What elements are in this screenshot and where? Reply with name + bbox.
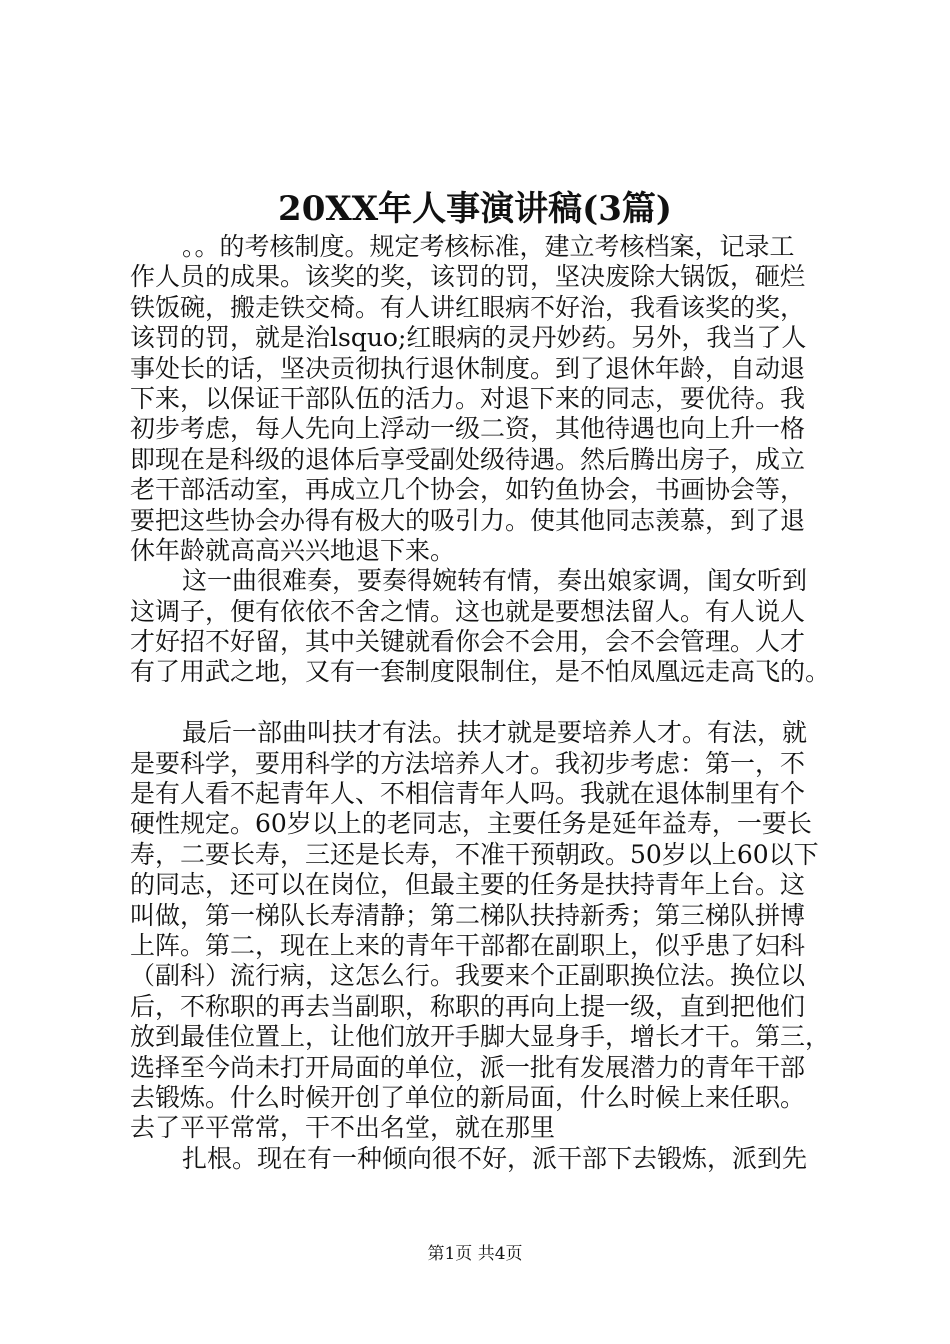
- body-line: 的同志，还可以在岗位，但最主要的任务是扶持青年上台。这: [130, 870, 806, 900]
- body-line: 叫做，第一梯队长寿清静；第二梯队扶持新秀；第三梯队拼博: [130, 900, 806, 930]
- body-line: 最后一部曲叫扶才有法。扶才就是要培养人才。有法，就: [182, 718, 808, 748]
- body-line: 去锻炼。什么时候开创了单位的新局面，什么时候上来任职。: [130, 1082, 806, 1112]
- body-line: 去了平平常常，干不出名堂，就在那里: [130, 1113, 556, 1143]
- body-line: 寿，二要长寿，三还是长寿，不准干预朝政。50岁以上60以下: [130, 839, 819, 869]
- document-body: [130, 232, 842, 1174]
- body-line: 下来，以保证干部队伍的活力。对退下来的同志，要优待。我: [130, 383, 806, 413]
- body-line: 作人员的成果。该奖的奖，该罚的罚，坚决废除大锅饭，砸烂: [130, 262, 806, 292]
- body-line: 上阵。第二，现在上来的青年干部都在副职上，似乎患了妇科: [130, 930, 806, 960]
- body-line: 后，不称职的再去当副职，称职的再向上提一级，直到把他们: [130, 991, 806, 1021]
- body-line: 。。的考核制度。规定考核标准，建立考核档案，记录工: [182, 232, 795, 261]
- body-line: 硬性规定。60岁以上的老同志，主要任务是延年益寿，一要长: [130, 809, 812, 839]
- body-line: 是要科学，要用科学的方法培养人才。我初步考虑：第一，不: [130, 748, 806, 778]
- body-line: 是有人看不起青年人、不相信青年人吗。我就在退体制里有个: [130, 779, 806, 809]
- document-title: 20XX年人事演讲稿(3篇): [278, 189, 672, 229]
- page-footer: 第1页 共4页: [427, 1244, 523, 1264]
- body-line: 事处长的话，坚决贡彻执行退休制度。到了退休年龄，自动退: [130, 353, 806, 383]
- body-line: 即现在是科级的退体后享受副处级待遇。然后腾出房子，成立: [130, 444, 806, 474]
- body-line: 老干部活动室，再成立几个协会，如钓鱼协会，书画协会等，: [130, 475, 806, 505]
- body-line: 要把这些协会办得有极大的吸引力。使其他同志羡慕，到了退: [130, 505, 806, 535]
- body-line: 放到最佳位置上，让他们放开手脚大显身手，增长才干。第三，: [130, 1022, 831, 1052]
- blank-line: [130, 688, 842, 718]
- body-line: （副科）流行病，这怎么行。我要来个正副职换位法。换位以: [130, 961, 806, 991]
- body-line: 休年龄就高高兴兴地退下来。: [130, 535, 456, 565]
- body-line: 这一曲很难奏，要奏得婉转有情，奏出娘家调，闺女听到: [182, 566, 808, 596]
- body-line: 该罚的罚，就是治lsquo;红眼病的灵丹妙药。另外，我当了人: [130, 323, 807, 353]
- body-line: 这调子，便有依依不舍之情。这也就是要想法留人。有人说人: [130, 596, 806, 626]
- body-line: 才好招不好留，其中关键就看你会不会用，会不会管理。人才: [130, 627, 806, 657]
- body-line: 铁饭碗，搬走铁交椅。有人讲红眼病不好治，我看该奖的奖，: [130, 292, 806, 322]
- body-line: 有了用武之地，又有一套制度限制住，是不怕凤凰远走高飞的。: [130, 657, 831, 687]
- body-line: 选择至今尚未打开局面的单位，派一批有发展潜力的青年干部: [130, 1052, 806, 1082]
- body-line: 初步考虑，每人先向上浮动一级二资，其他待遇也向上升一格: [130, 414, 806, 444]
- body-line: 扎根。现在有一种倾向很不好，派干部下去锻炼，派到先: [182, 1143, 808, 1173]
